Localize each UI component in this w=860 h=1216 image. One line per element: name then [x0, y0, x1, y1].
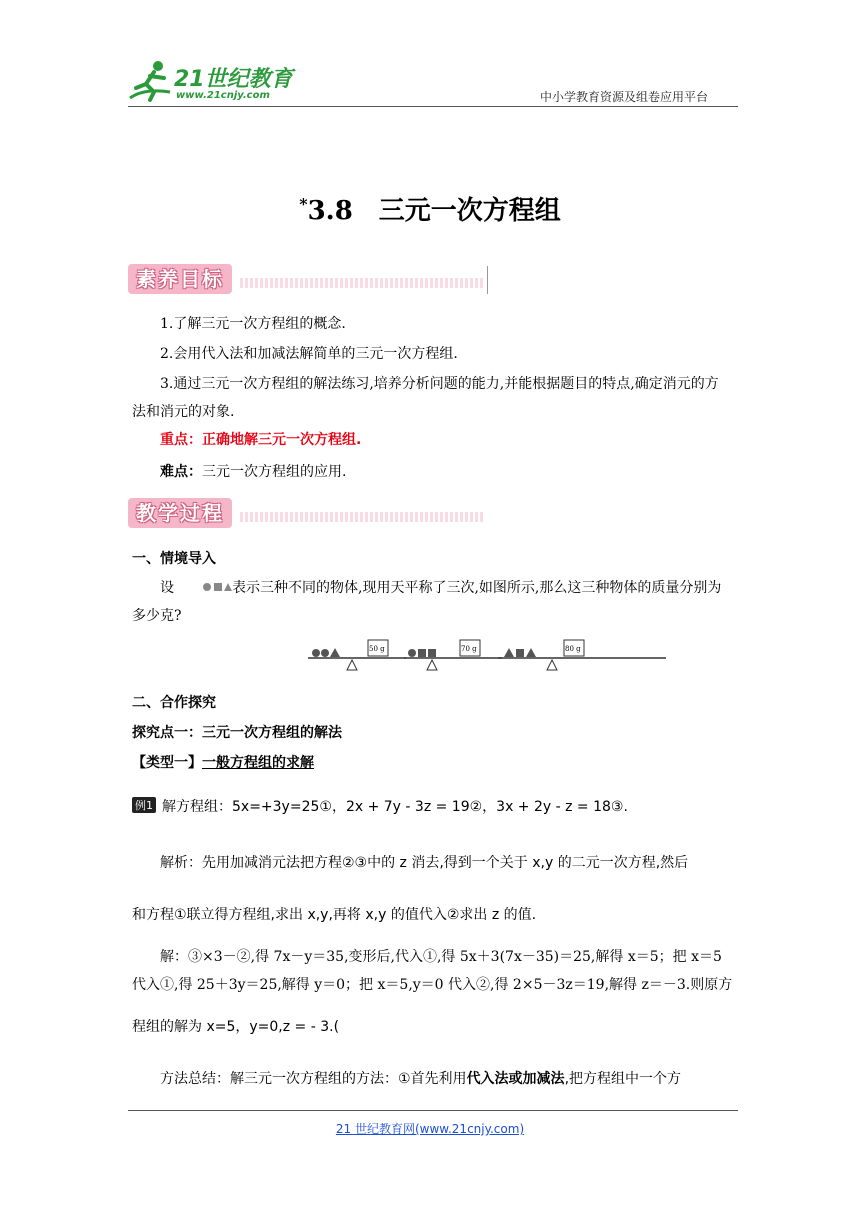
page-title	[0, 190, 860, 227]
header-logo	[124, 58, 294, 106]
scale-3	[498, 640, 666, 670]
circle-square-triangle-icon	[202, 582, 232, 592]
header-divider	[128, 106, 738, 107]
part-title: 二、合作探究	[132, 695, 216, 711]
key-point: 重点：正确地解三元一次方程组.	[160, 432, 362, 448]
example-badge: 例1	[132, 797, 156, 813]
section-heading-tail	[240, 512, 484, 522]
balance-scales-drawing	[306, 636, 676, 676]
method-summary	[160, 1068, 681, 1088]
intro-before: 设	[160, 580, 174, 596]
section-heading-label: 教学过程	[128, 498, 232, 528]
weight-label: 70 g	[461, 645, 477, 653]
weight-label: 80 g	[565, 645, 581, 653]
difficulty-label: 难点：	[160, 464, 202, 480]
runner-logo-icon	[124, 58, 176, 104]
logo-url: www.21cnjy.com	[176, 90, 270, 101]
example-1	[132, 796, 628, 816]
intro-paragraph	[132, 574, 732, 630]
method-bold: 代入法或加减法	[466, 1071, 565, 1087]
method-suffix: ,把方程组中一个方	[564, 1071, 682, 1087]
platform-name: 中小学教育资源及组卷应用平台	[540, 90, 709, 104]
intro-after: 表示三种不同的物体,现用天平称了三次,如图所示,那么这三种物体的质量分别为多少克?	[132, 580, 722, 624]
scale-1	[308, 640, 406, 670]
balance-scales-figure	[306, 636, 676, 676]
analysis-line: 和方程①联立得方程组,求出 x,y,再将 x,y 的值代入②求出 z 的值.	[132, 907, 537, 923]
footer-link[interactable]: 21 世纪教育网(www.21cnjy.com)	[335, 1122, 525, 1136]
logo-text: 21世纪教育	[174, 67, 293, 92]
title-star: *	[299, 194, 308, 214]
section-heading-goals	[128, 264, 488, 294]
goal-item: 3.通过三元一次方程组的解法练习,培养分析问题的能力,并能根据题目的特点,确定消元的方法和消元的对象.	[132, 376, 719, 420]
goal-item: 1.了解三元一次方程组的概念.	[160, 316, 346, 332]
solution-line: 解：③×3－②,得 7x－y＝35,变形后,代入①,得 5x＋3(7x－35)＝25,解得 x＝5；把 x＝5	[160, 949, 722, 965]
scale-2	[404, 640, 502, 670]
explore-title: 探究点一：三元一次方程组的解法	[132, 725, 342, 741]
section-heading-label: 素养目标	[128, 264, 232, 294]
difficulty-text: 三元一次方程组的应用.	[202, 464, 347, 480]
example-text: 解方程组：5x=+3y=25①，2x + 7y - 3z = 19②，3x + 2y - z = 18③.	[162, 799, 628, 815]
goal-item: 2.会用代入法和加减法解简单的三元一次方程组.	[160, 346, 458, 362]
title-text: 3.8 三元一次方程组	[307, 196, 561, 226]
type-label: 【类型一】	[132, 755, 202, 771]
difficulty	[160, 458, 346, 486]
solution-line: 代入①,得 25＋3y＝25,解得 y＝0；把 x＝5,y＝0 代入②,得 2×5－3z＝19,解得 z＝－3.则原方	[132, 977, 733, 993]
type-heading	[132, 752, 314, 772]
section-heading-tail	[240, 278, 484, 288]
method-prefix: 方法总结：解三元一次方程组的方法：①首先利用	[160, 1071, 467, 1087]
solution-line: 程组的解为 x=5，y=0,z = - 3.(	[132, 1019, 340, 1035]
weight-label: 50 g	[369, 645, 385, 653]
shape-icons	[174, 574, 232, 602]
section-heading-process	[128, 498, 488, 528]
analysis-line: 解析：先用加减消元法把方程②③中的 z 消去,得到一个关于 x,y 的二元一次方程,然后	[160, 855, 689, 871]
footer-divider	[128, 1110, 738, 1111]
part-title: 一、情境导入	[132, 551, 216, 567]
type-text: 一般方程组的求解	[202, 755, 314, 771]
